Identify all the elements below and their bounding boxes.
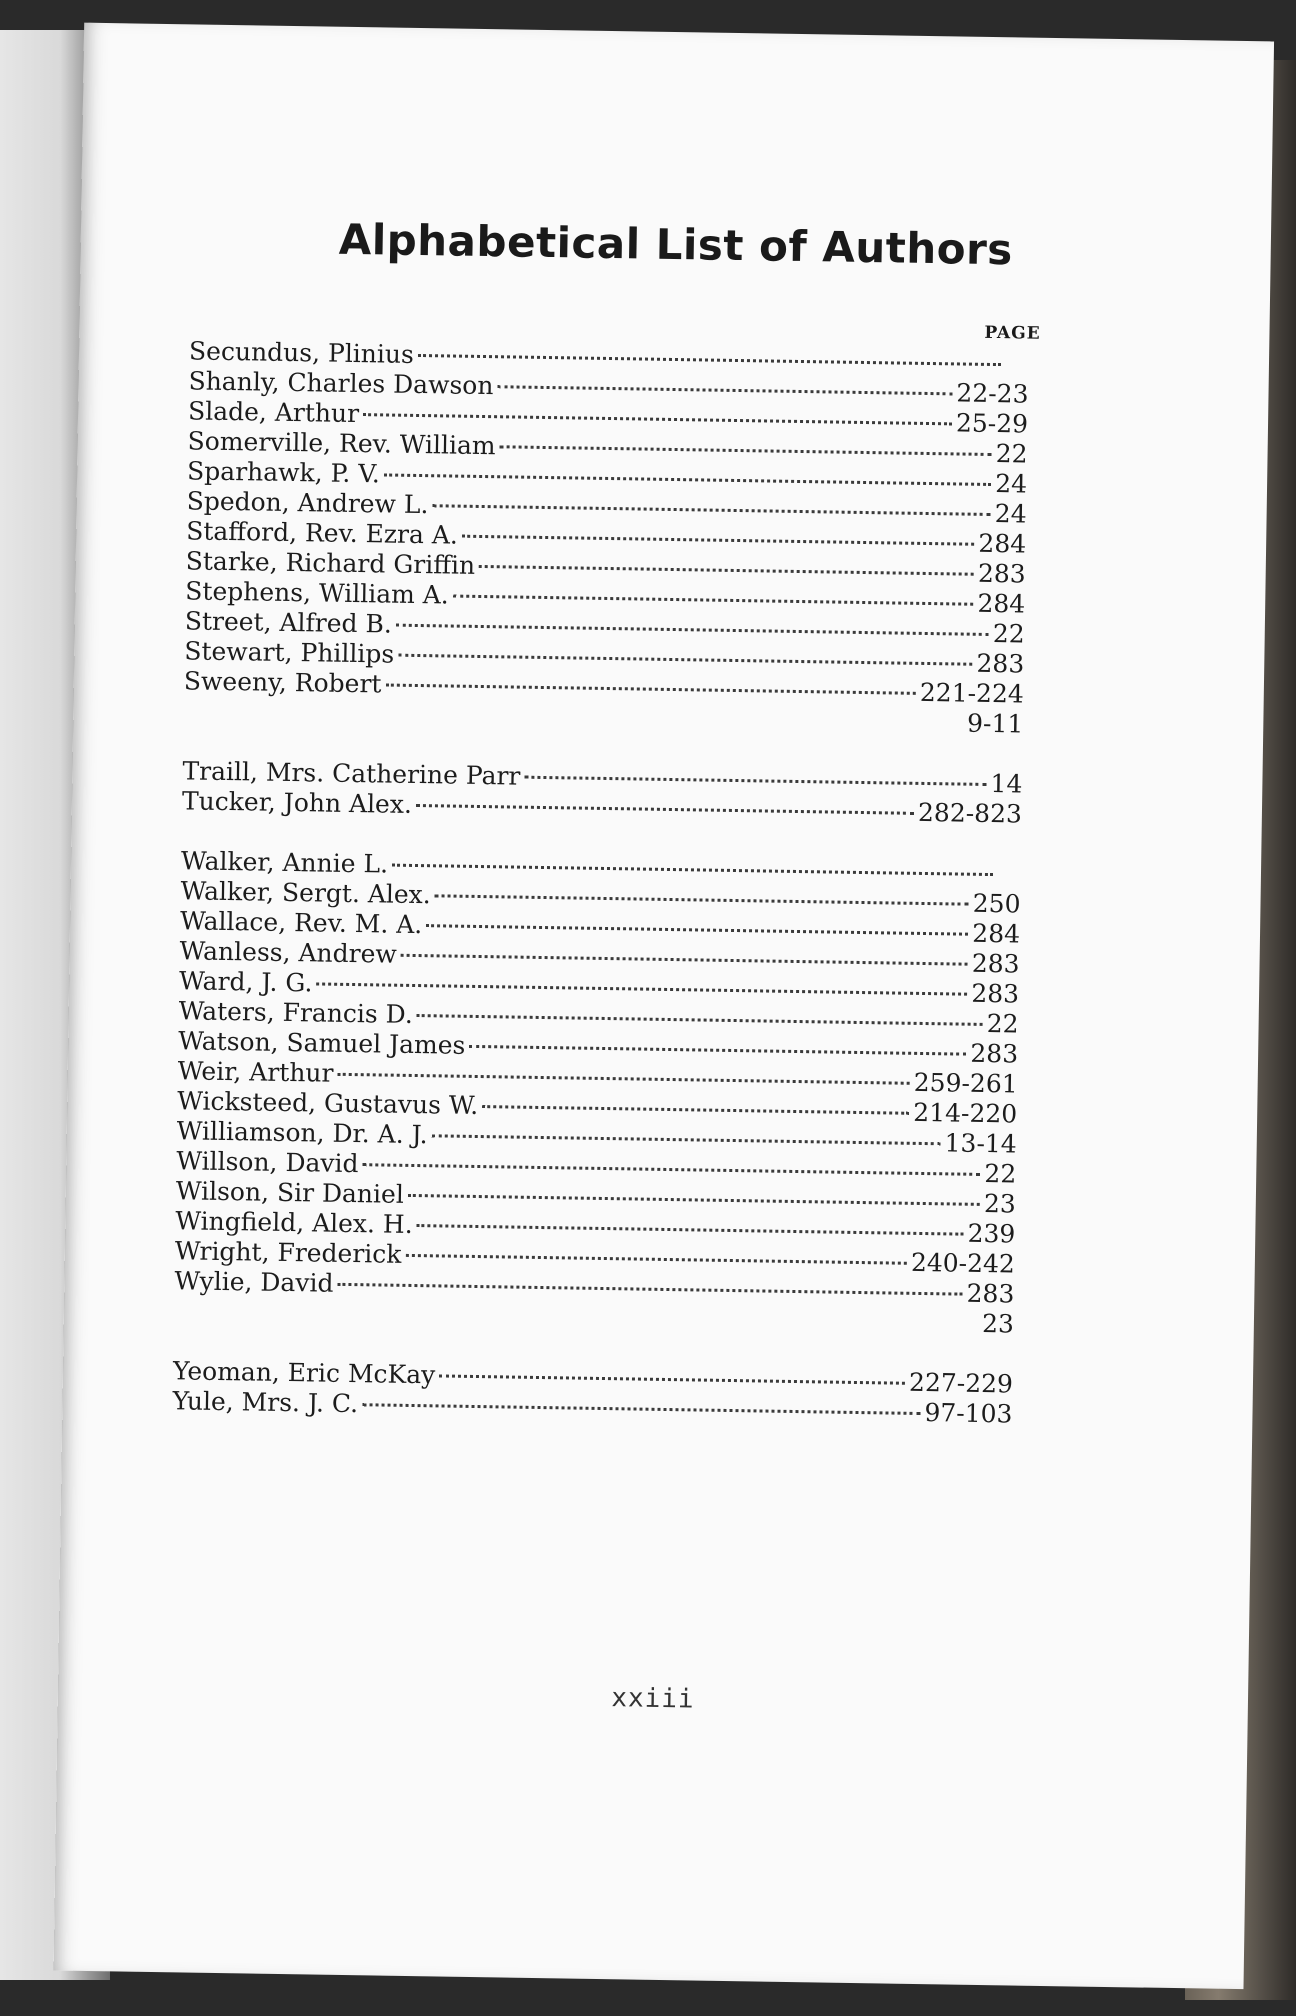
author-name: Street, Alfred B. (184, 606, 393, 639)
page-reference: 22 (984, 1158, 1017, 1189)
author-name: Weir, Arthur (177, 1056, 334, 1088)
dot-leader (462, 535, 975, 546)
book-page (54, 23, 1274, 1989)
page-reference: 283 (976, 648, 1025, 679)
page-reference: 24 (995, 469, 1028, 499)
author-name: Williamson, Dr. A. J. (176, 1116, 428, 1150)
dot-leader (432, 1134, 941, 1145)
dot-leader (426, 924, 968, 936)
author-name: Wingfield, Alex. H. (175, 1206, 413, 1239)
dot-leader (362, 1403, 920, 1415)
page-reference: 284 (978, 528, 1027, 559)
author-name: Willson, David (176, 1146, 359, 1179)
author-name: Sweeny, Robert (183, 666, 382, 699)
page-reference: 14 (990, 769, 1023, 799)
dot-leader (418, 354, 1001, 366)
author-name: Slade, Arthur (187, 396, 360, 429)
page-reference: 13-14 (944, 1128, 1017, 1159)
author-name: Starke, Richard Griffin (185, 546, 476, 580)
page-reference: 239 (967, 1218, 1016, 1249)
page-reference: 22 (986, 1008, 1019, 1039)
author-name: Yeoman, Eric McKay (172, 1356, 436, 1390)
page-reference: 97-103 (924, 1398, 1013, 1429)
author-name: Wright, Frederick (174, 1236, 402, 1269)
dot-leader (479, 565, 974, 576)
dot-leader (337, 1283, 962, 1296)
author-name: Wilson, Sir Daniel (175, 1176, 405, 1209)
author-group (174, 846, 1021, 1339)
author-name: Sparhawk, P. V. (186, 456, 381, 489)
dot-leader (405, 1254, 907, 1265)
author-name: Ward, J. G. (178, 966, 313, 998)
page-number: xxiii (611, 1683, 695, 1715)
author-name: Watson, Samuel James (178, 1026, 466, 1060)
page-reference: 282-823 (917, 797, 1023, 829)
dot-leader (337, 1073, 909, 1085)
dot-leader (417, 1224, 964, 1236)
author-name: Traill, Mrs. Catherine Parr (182, 756, 521, 791)
dot-leader (363, 413, 952, 425)
page-reference: 22 (992, 619, 1025, 649)
dot-leader (384, 473, 991, 486)
continued-page-reference: 23 (981, 1308, 1015, 1339)
author-name: Wicksteed, Gustavus W. (177, 1086, 479, 1121)
dot-leader (482, 1105, 909, 1115)
dot-leader (524, 776, 986, 786)
dot-leader (398, 654, 972, 666)
dot-leader (362, 1163, 980, 1176)
dot-leader (500, 445, 992, 456)
page-reference: 214-220 (913, 1097, 1018, 1129)
dot-leader (416, 804, 914, 815)
author-name: Walker, Annie L. (180, 846, 389, 879)
page-reference: 283 (970, 1038, 1019, 1069)
page-reference: 283 (971, 978, 1020, 1009)
dot-leader (439, 1374, 905, 1384)
author-name: Wylie, David (174, 1266, 334, 1298)
author-name: Stephens, William A. (185, 576, 449, 610)
page-reference: 22-23 (956, 378, 1029, 409)
author-index-list (172, 336, 1029, 1459)
dot-leader (453, 595, 974, 606)
dot-leader (316, 982, 967, 995)
author-name: Shanly, Charles Dawson (188, 366, 494, 401)
author-name: Somerville, Rev. William (187, 426, 496, 461)
author-name: Yule, Mrs. J. C. (172, 1386, 359, 1419)
page-reference: 283 (966, 1278, 1015, 1309)
author-name: Tucker, John Alex. (181, 786, 413, 819)
page-reference: 221-224 (919, 677, 1025, 709)
author-name: Waters, Francis D. (178, 996, 414, 1029)
page-reference: 240-242 (910, 1247, 1016, 1279)
dot-leader (435, 894, 969, 905)
page-column-heading: PAGE (984, 322, 1041, 344)
page-reference: 24 (994, 499, 1027, 529)
author-group (183, 336, 1029, 739)
page-reference: 284 (972, 918, 1021, 949)
author-name: Walker, Sergt. Alex. (180, 876, 431, 910)
dot-leader (392, 864, 993, 876)
author-name: Stafford, Rev. Ezra A. (186, 516, 459, 550)
dot-leader (469, 1045, 966, 1056)
dot-leader (497, 385, 952, 395)
page-reference: 283 (977, 558, 1026, 589)
dot-leader (385, 684, 915, 695)
page-reference: 259-261 (913, 1067, 1018, 1099)
page-reference: 284 (977, 588, 1026, 619)
page-reference: 22 (995, 439, 1028, 469)
author-name: Wallace, Rev. M. A. (179, 906, 423, 940)
page-reference: 283 (971, 948, 1020, 979)
dot-leader (432, 504, 990, 516)
dot-leader (417, 1014, 983, 1026)
dot-leader (396, 624, 989, 636)
author-name: Stewart, Phillips (184, 636, 395, 669)
author-group (182, 756, 1023, 829)
author-name: Secundus, Plinius (188, 336, 415, 369)
page-reference: 227-229 (908, 1367, 1014, 1399)
author-name: Wanless, Andrew (179, 936, 398, 969)
continued-page-reference: 9-11 (966, 708, 1024, 739)
page-reference: 23 (983, 1188, 1016, 1219)
page-reference: 25-29 (955, 408, 1029, 439)
dot-leader (401, 954, 968, 966)
author-name: Spedon, Andrew L. (186, 486, 429, 520)
page-title: Alphabetical List of Authors (338, 214, 1014, 275)
author-group (172, 1356, 1013, 1429)
page-reference: 250 (972, 888, 1021, 919)
dot-leader (408, 1194, 980, 1206)
